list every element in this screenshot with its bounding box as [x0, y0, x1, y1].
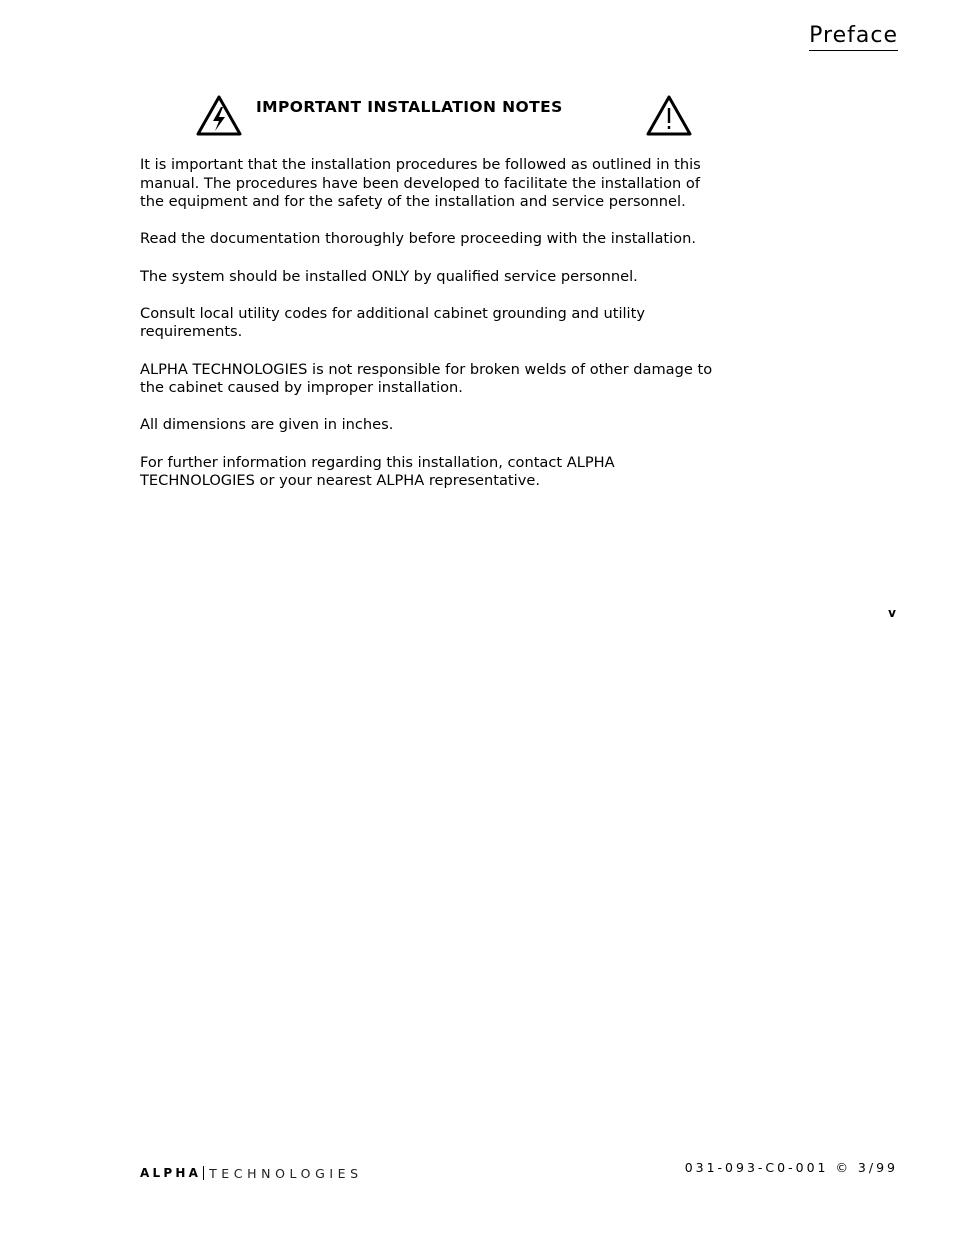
- electrical-hazard-icon: [196, 94, 242, 136]
- notes-paragraph: Consult local utility codes for additional cabinet grounding and utility requirements.: [140, 304, 645, 341]
- company-logo: [140, 1164, 363, 1182]
- logo-brand-light: TECHNOLOGIES: [209, 1165, 363, 1181]
- logo-brand-bold: ALPHA: [140, 1166, 202, 1180]
- installation-notes-heading: [196, 94, 696, 136]
- notes-heading-text: IMPORTANT INSTALLATION NOTES: [256, 98, 563, 116]
- document-code: 031-093-C0-001 © 3/99: [684, 1160, 898, 1175]
- page-number: v: [888, 606, 896, 620]
- installation-notes-body: [140, 156, 760, 509]
- notes-paragraph: All dimensions are given in inches.: [140, 416, 394, 434]
- notes-paragraph: It is important that the installation procedures be followed as outlined in this manual. The procedures have been developed to facilitate the installation of the equipment and for the safety of the installation and service personnel.: [140, 156, 701, 211]
- notes-paragraph: For further information regarding this installation, contact ALPHA TECHNOLOGIES or your nearest ALPHA representative.: [140, 453, 615, 490]
- notes-paragraph: ALPHA TECHNOLOGIES is not responsible for broken welds of other damage to the cabinet caused by improper installation.: [140, 360, 713, 397]
- notes-paragraph: The system should be installed ONLY by qualified service personnel.: [140, 267, 638, 285]
- page-header-title: Preface: [809, 22, 898, 51]
- warning-exclamation-icon: [646, 94, 692, 136]
- logo-divider: [203, 1166, 204, 1180]
- notes-paragraph: Read the documentation thoroughly before proceeding with the installation.: [140, 230, 697, 248]
